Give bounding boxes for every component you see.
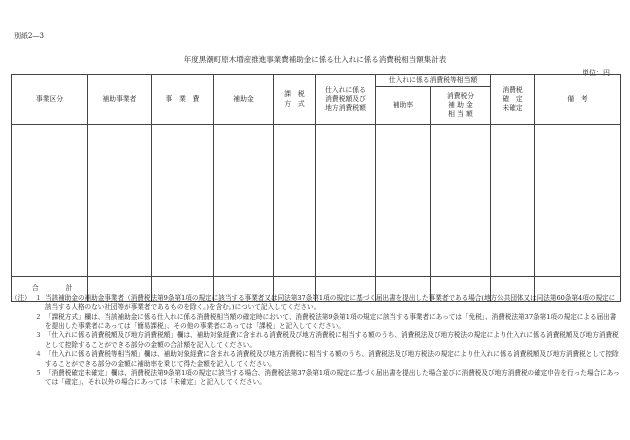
note-text: 「仕入れに係る消費税額及び地方消費税額」欄は、補助対象経費に含まれる消費税及び地方消費税に相当する額のうち、消費税法及び地方税法の規定により仕入れに係る消費税額及び地方消費税として控除することができる部分の金額の合計額を記入してください。 bbox=[45, 331, 619, 349]
cell-empty bbox=[12, 125, 88, 277]
total-label: 合 計 bbox=[12, 277, 88, 302]
note-text: 「消費税確定未確定」欄は、消費税法第9条第1項の規定に該当する場合、消費税法第37条第1項の規定に基づく届出書を提出した場合並びに消費税及び地方消費税の確定申告を行った場合にあっては「確定」、それ以外の場合にあっては「未確定」と記入してください。 bbox=[45, 368, 620, 387]
note-text: 「課税方式」欄は、当該補助金に係る仕入れに係る消費税相当額の確定時において、消費税法第9条第1項の規定に該当する事業者にあっては「免税」、消費税法第37条第1項の規定による届出書を提出した事業者にあっては「簡易課税」、その他の事業者にあっては「課税」と記入してください。 bbox=[45, 312, 617, 331]
notes-head: （注） bbox=[11, 294, 31, 302]
col-header-kazei-hoshiki: 課 税 方 式 bbox=[274, 75, 316, 125]
col-header-jigyohi: 事 業 費 bbox=[152, 75, 214, 125]
col-header-shiire-gaku: 仕入れに係る 消費税額及び 地方消費税額 bbox=[316, 75, 376, 125]
table-body-row bbox=[12, 125, 621, 277]
notes-section bbox=[11, 294, 621, 388]
note-item bbox=[35, 294, 621, 313]
page-title: 年度黒潮町原木増産推進事業費補助金に係る仕入れに係る消費税相当額集計表 bbox=[183, 55, 447, 64]
cell-empty bbox=[214, 125, 274, 277]
note-number: ４ bbox=[35, 350, 42, 359]
note-item bbox=[35, 331, 621, 350]
note-item bbox=[35, 313, 621, 332]
cell-empty bbox=[491, 125, 535, 277]
note-item bbox=[35, 369, 621, 388]
note-number: １ bbox=[35, 294, 42, 302]
cell-empty bbox=[274, 125, 316, 277]
cell-empty bbox=[88, 125, 152, 277]
cell-empty bbox=[152, 125, 214, 277]
col-header-hojokin: 補助金 bbox=[214, 75, 274, 125]
col-header-sotogaku: 消費税分 補 助 金 相 当 額 bbox=[431, 87, 491, 125]
note-text: 当該補助金の補助金事業者（消費税法第9条第1項の規定に該当する事業者又は同法第37条第1項の規定に基づく届出書を提出した事業者である場合(地方公共団体又は同法第60条第4項の規定に該当する人格のない社団等が事業者であるものを除く。)を含む。)について記入してください。 bbox=[45, 294, 616, 312]
col-header-jigyo-kubun: 事業区分 bbox=[12, 75, 88, 125]
note-number: ５ bbox=[35, 368, 42, 377]
col-header-kakutei: 消費税 確 定 未確定 bbox=[491, 75, 535, 125]
header-row-1 bbox=[12, 75, 621, 87]
note-item bbox=[35, 350, 621, 369]
cell-empty bbox=[431, 125, 491, 277]
col-header-biko: 備 考 bbox=[535, 75, 621, 125]
note-text: 「仕入れに係る消費税等相当額」欄は、補助対象経費に含まれる消費税及び地方消費税に相当する額のうち、消費税法及び地方税法の規定により仕入れに係る消費税額及び地方消費税として控除することができる部分の金額に補助率を乗じて得た金額を記入してください。 bbox=[45, 350, 619, 368]
col-header-group-shohizei: 仕入れに係る消費税等相当額 bbox=[376, 75, 491, 87]
note-number: ３ bbox=[35, 331, 42, 340]
cell-empty bbox=[535, 125, 621, 277]
cell-empty bbox=[376, 125, 431, 277]
col-header-hojoritsu: 補助率 bbox=[376, 87, 431, 125]
notes-list bbox=[11, 294, 621, 388]
form-id: 別紙2―3 bbox=[14, 32, 44, 40]
note-number: ２ bbox=[35, 312, 42, 321]
summary-table bbox=[11, 74, 621, 302]
unit-label: 単位：円 bbox=[582, 69, 610, 77]
cell-empty bbox=[316, 125, 376, 277]
col-header-hojo-jigyosha: 補助事業者 bbox=[88, 75, 152, 125]
